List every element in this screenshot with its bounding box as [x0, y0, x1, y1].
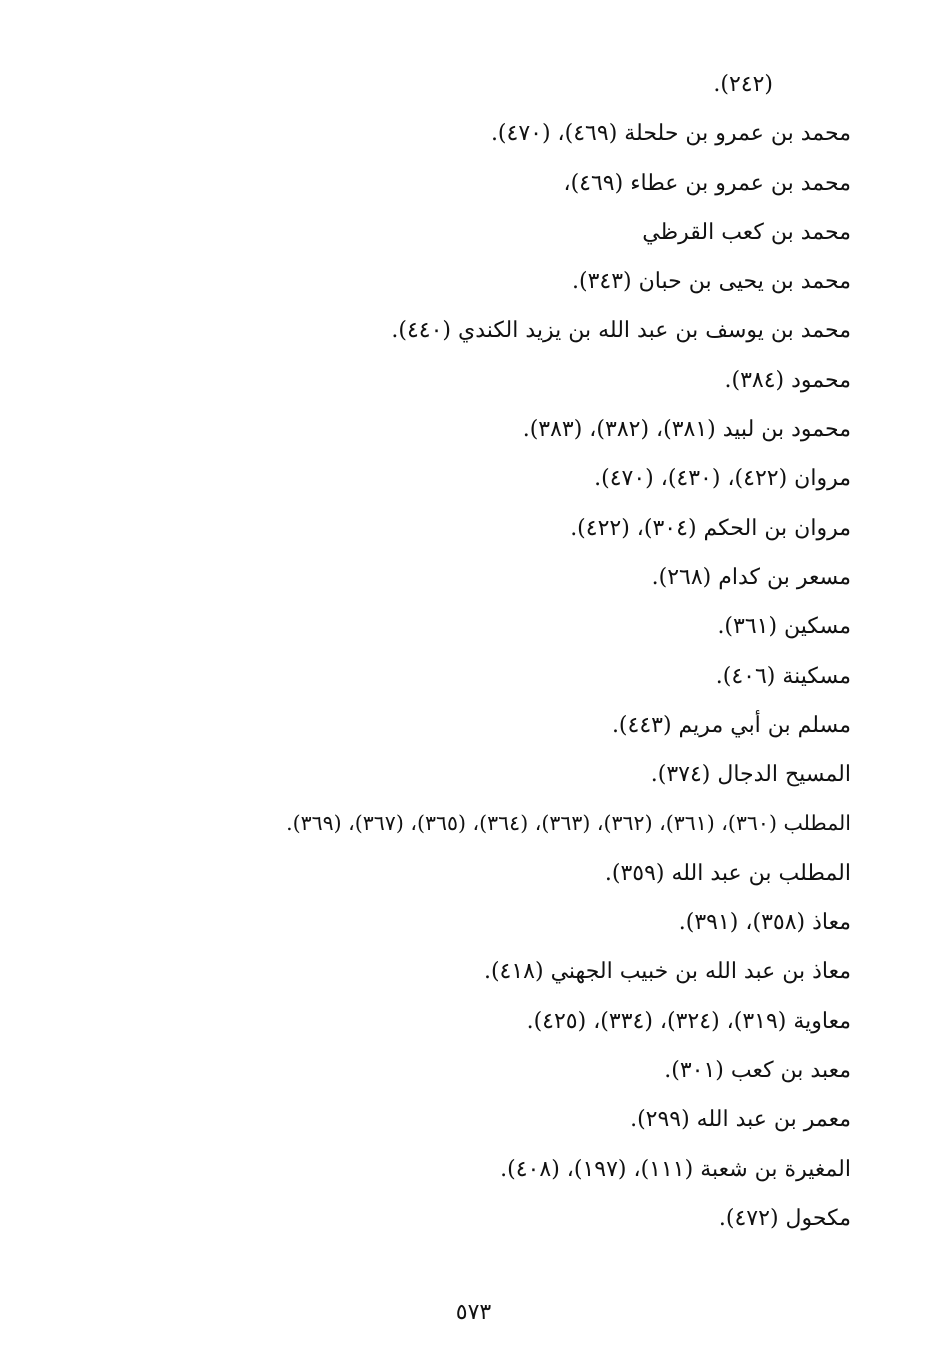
index-entry: محمد بن يوسف بن عبد الله بن يزيد الكندي (٤٤٠). — [391, 318, 851, 344]
index-entry: معاوية (٣١٩)، (٣٢٤)، (٣٣٤)، (٤٢٥). — [526, 1008, 851, 1034]
index-entry: معمر بن عبد الله (٢٩٩). — [630, 1107, 851, 1133]
index-entry: مروان بن الحكم (٣٠٤)، (٤٢٢). — [570, 515, 851, 541]
index-entry: مسعر بن كدام (٢٦٨). — [651, 564, 851, 590]
index-entry: (٢٤٢). — [713, 72, 773, 97]
index-entry: مسكينة (٤٠٦). — [715, 663, 851, 689]
index-entry: مسلم بن أبي مريم (٤٤٣). — [611, 712, 851, 738]
index-entry: محمود (٣٨٤). — [724, 367, 851, 393]
name-index-list — [91, 60, 851, 1243]
index-entry: مسكين (٣٦١). — [717, 614, 851, 640]
page-number: ٥٧٣ — [455, 1300, 492, 1325]
index-entry: المسيح الدجال (٣٧٤). — [650, 762, 851, 788]
index-entry: معاذ بن عبد الله بن خبيب الجهني (٤١٨). — [483, 959, 851, 985]
index-entry: محمد بن يحيى بن حبان (٣٤٣). — [572, 269, 851, 295]
index-entry: مكحول (٤٧٢). — [718, 1205, 851, 1231]
index-entry: محمد بن عمرو بن حلحلة (٤٦٩)، (٤٧٠). — [490, 121, 851, 147]
index-entry: مروان (٤٢٢)، (٤٣٠)، (٤٧٠). — [594, 466, 851, 492]
index-entry: المطلب بن عبد الله (٣٥٩). — [604, 860, 851, 886]
index-entry: محمد بن كعب القرظي — [642, 219, 851, 245]
index-entry: المغيرة بن شعبة (١١١)، (١٩٧)، (٤٠٨). — [500, 1156, 851, 1182]
index-entry: معاذ (٣٥٨)، (٣٩١). — [678, 910, 851, 936]
index-entry: محمد بن عمرو بن عطاء (٤٦٩)، — [563, 170, 851, 196]
index-entry: المطلب (٣٦٠)، (٣٦١)، (٣٦٢)، (٣٦٣)، (٣٦٤)، (٣٦٥)، (٣٦٧)، (٣٦٩). — [286, 811, 851, 836]
index-entry: معبد بن كعب (٣٠١). — [664, 1057, 851, 1083]
index-entry: محمود بن لبيد (٣٨١)، (٣٨٢)، (٣٨٣). — [522, 417, 851, 443]
